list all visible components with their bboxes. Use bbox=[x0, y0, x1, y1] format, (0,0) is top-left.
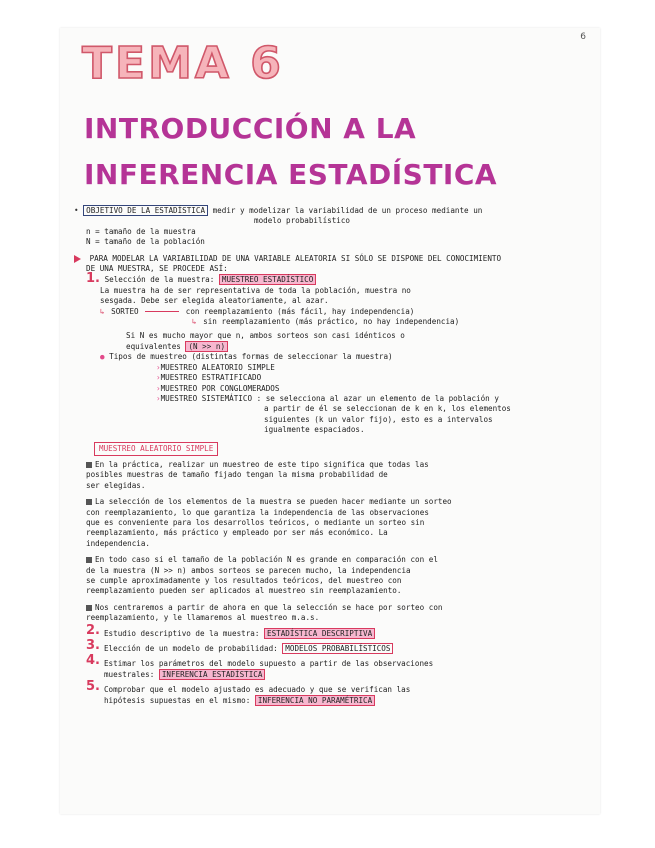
caret-icon: › bbox=[156, 383, 161, 393]
step-2-box: ESTADÍSTICA DESCRIPTIVA bbox=[264, 628, 375, 639]
step-number: 5. bbox=[86, 679, 100, 695]
page-title: INTRODUCCIÓN A LA INFERENCIA ESTADÍSTICA bbox=[84, 112, 498, 191]
step-1-box: MUESTREO ESTADÍSTICO bbox=[219, 274, 316, 285]
mas-p3-line-3: reemplazamiento pueden ser aplicados al muestreo sin reemplazamiento. bbox=[86, 586, 402, 596]
sistematico-text-2: a partir de él se seleccionan de k en k, los elementos bbox=[264, 404, 511, 414]
step-number: 1. bbox=[86, 271, 100, 287]
step-4-text-2: muestrales: bbox=[103, 669, 155, 679]
sistematico-text-3: siguientes (k un valor fijo), esto es a intervalos bbox=[264, 414, 493, 424]
step-1-a2: sesgada. Debe ser elegida aleatoriamente, al azar. bbox=[100, 296, 329, 306]
step-4-box: INFERENCIA ESTADÍSTICA bbox=[159, 669, 266, 680]
notebook-page bbox=[60, 28, 600, 814]
caret-icon: › bbox=[156, 373, 161, 383]
mas-p2-line-1: con reemplazamiento, lo que garantiza la independencia de las observaciones bbox=[86, 507, 429, 517]
intro-text-1: PARA MODELAR LA VARIABILIDAD DE UNA VARIABLE ALEATORIA SI SÓLO SE DISPONE DEL CONOCIMIENTO bbox=[89, 253, 502, 263]
mas-p1-line-1: posibles muestras de tamaño fijado tengan la misma probabilidad de bbox=[86, 470, 388, 480]
mas-p4-line-1: reemplazamiento, y le llamaremos al muestreo m.a.s. bbox=[86, 613, 320, 623]
step-5-box: INFERENCIA NO PARAMÉTRICA bbox=[255, 695, 375, 706]
arrow-right-icon: ↳ bbox=[100, 306, 105, 316]
N-definition: N = tamaño de la población bbox=[86, 237, 205, 247]
square-bullet-icon bbox=[86, 605, 92, 611]
step-4 bbox=[74, 653, 590, 680]
mas-p2-line-2: que es conveniente para los desarrollos teóricos, o mediante un sorteo sin bbox=[86, 517, 425, 527]
arrow-right-icon: ↳ bbox=[192, 317, 197, 327]
step-5-text-2: hipótesis supuestas en el mismo: bbox=[103, 695, 251, 705]
square-bullet-icon bbox=[86, 462, 92, 468]
sorteo-label: SORTEO bbox=[111, 306, 139, 316]
mas-p3-line-1: de la muestra (N >> n) ambos sorteos se parecen mucho, la independencia bbox=[86, 565, 411, 575]
caret-icon: › bbox=[156, 362, 161, 372]
n-definition: n = tamaño de la muestra bbox=[86, 226, 196, 236]
square-bullet-icon bbox=[86, 557, 92, 563]
step-5-text: Comprobar que el modelo ajustado es adecuado y que se verifican las bbox=[103, 685, 411, 695]
sorteo-row bbox=[74, 307, 590, 317]
tema-heading: TEMA 6 bbox=[82, 38, 284, 89]
square-bullet-icon bbox=[86, 499, 92, 505]
step-1-b2-row bbox=[74, 342, 590, 352]
tipo-item-3: ›MUESTREO SISTEMÁTICO : se selecciona al azar un elemento de la población y bbox=[156, 393, 499, 403]
notes-body bbox=[74, 206, 590, 706]
step-number: 3. bbox=[86, 638, 100, 654]
step-1 bbox=[74, 271, 590, 287]
step-4-text: Estimar los parámetros del modelo supuesto a partir de las observaciones bbox=[103, 659, 434, 669]
objetivo-text: medir y modelizar la variabilidad de un proceso mediante un bbox=[212, 206, 483, 215]
step-3 bbox=[74, 638, 590, 654]
objetivo-label: OBJETIVO DE LA ESTADÍSTICA bbox=[83, 205, 208, 216]
intro-line-2: DE UNA MUESTRA, SE PROCEDE ASÍ: bbox=[86, 264, 228, 274]
sorteo-con: con reemplazamiento (más fácil, hay independencia) bbox=[185, 306, 415, 316]
tipo-item-2: ›MUESTREO POR CONGLOMERADOS bbox=[156, 383, 280, 393]
sistematico-text-4: igualmente espaciados. bbox=[264, 425, 365, 435]
objetivo-text-cont: modelo probabilístico bbox=[254, 216, 351, 226]
step-3-box: MODELOS PROBABILÍSTICOS bbox=[282, 643, 393, 654]
step-1-b1: Si N es mucho mayor que n, ambos sorteos son casi idénticos o bbox=[126, 331, 405, 341]
mas-p3-line-0: En todo caso si el tamaño de la población N es grande en comparación con el bbox=[74, 555, 590, 565]
mas-p2-line-3: reemplazamiento, más práctico y empleado por ser más económico. La bbox=[86, 528, 388, 538]
step-1-text: Selección de la muestra: bbox=[104, 275, 215, 285]
sorteo-sin-row bbox=[74, 317, 590, 327]
n-ratio-box: (N >> n) bbox=[185, 341, 228, 352]
mas-p2-line-0: La selección de los elementos de la muestra se pueden hacer mediante un sorteo bbox=[74, 497, 590, 507]
mas-p3-line-2: se cumple aproximadamente y los resultados teóricos, del muestreo con bbox=[86, 576, 402, 585]
caret-icon: › bbox=[156, 393, 161, 403]
step-3-text: Elección de un modelo de probabilidad: bbox=[103, 644, 278, 654]
branch-line bbox=[145, 311, 179, 312]
step-number: 4. bbox=[86, 653, 100, 669]
page-corner-mark: 6 bbox=[580, 32, 586, 42]
tipos-row bbox=[74, 352, 590, 362]
step-number: 2. bbox=[86, 622, 100, 638]
mas-p1-line-2: ser elegidas. bbox=[86, 480, 146, 490]
tipo-item-0: ›MUESTREO ALEATORIO SIMPLE bbox=[156, 362, 275, 372]
mas-p1-line-0: En la práctica, realizar un muestreo de este tipo significa que todas las bbox=[74, 460, 590, 470]
step-1-b2: equivalentes bbox=[126, 341, 181, 351]
mas-p2-line-4: independencia. bbox=[86, 538, 151, 548]
bullet-icon: • bbox=[74, 206, 79, 215]
mas-p4-line-0: Nos centraremos a partir de ahora en que la selección se hace por sorteo con bbox=[74, 603, 590, 613]
sorteo-sin: sin reemplazamiento (más práctico, no hay independencia) bbox=[203, 317, 460, 327]
step-1-a1: La muestra ha de ser representativa de toda la población, muestra no bbox=[100, 285, 411, 295]
sistematico-text-1: : se selecciona al azar un elemento de la población y bbox=[256, 393, 499, 403]
step-2 bbox=[74, 622, 590, 639]
mas-section-title: MUESTREO ALEATORIO SIMPLE bbox=[94, 442, 218, 456]
step-2-text: Estudio descriptivo de la muestra: bbox=[103, 628, 260, 638]
intro-line-1 bbox=[74, 254, 590, 264]
triangle-arrow-icon bbox=[74, 255, 81, 263]
tipos-text: Tipos de muestreo (distintas formas de seleccionar la muestra) bbox=[109, 352, 393, 362]
tipo-item-1: ›MUESTREO ESTRATIFICADO bbox=[156, 373, 262, 383]
step-5 bbox=[74, 679, 590, 706]
objetivo-row bbox=[74, 206, 590, 216]
bullet-icon: ● bbox=[100, 352, 105, 362]
